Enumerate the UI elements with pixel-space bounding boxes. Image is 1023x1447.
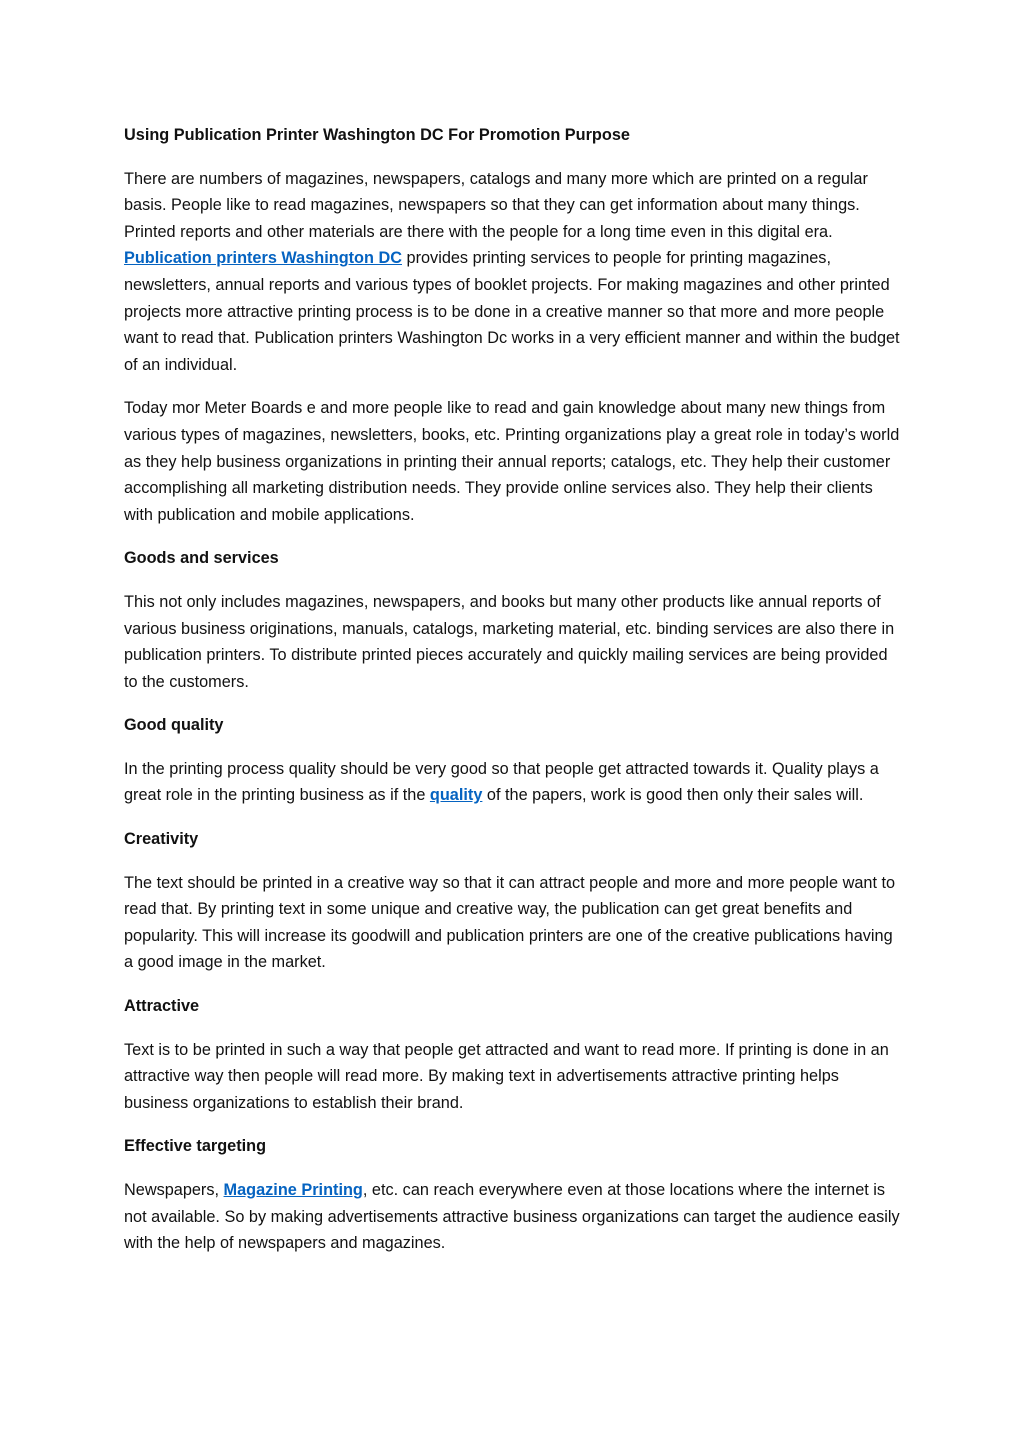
- intro-text-start: There are numbers of magazines, newspapers, catalogs and many more which are printed on a regular basis. People like to read magazines, newspapers so that they can get information about many things. Printed reports and other materials are there with the people for a long time even in this digital era.: [124, 169, 868, 241]
- document-title: Using Publication Printer Washington DC For Promotion Purpose: [124, 126, 630, 144]
- quality-text-start: In the printing process quality should be very good so that people get attracted towards it. Quality plays a great role in the printing business as if the: [124, 759, 879, 805]
- goods-paragraph: This not only includes magazines, newspapers, and books but many other products like annual reports of various business originations, manuals, catalogs, marketing material, etc. binding services are also there in publication printers. To distribute printed pieces accurately and quickly mailing services are being provided to the customers.: [124, 592, 895, 691]
- magazine-printing-link[interactable]: Magazine Printing: [223, 1181, 363, 1199]
- attractive-heading: Attractive: [124, 997, 200, 1016]
- publication-printers-link[interactable]: Publication printers Washington DC: [124, 249, 402, 268]
- intro-text-end: provides printing services to people for printing magazines, newsletters, annual reports and various types of booklet projects. For making magazines and other printed projects more attractive printing process is to be done in a creative manner so that more and more people want to read that. Publication printers Washington Dc works in a very efficient manner and within the budget of an individual.: [124, 249, 900, 374]
- targeting-text-end: , etc. can reach everywhere even at those locations where the internet is not available. So by making advertisements attractive business organizations can target the audience easily with the help of newspapers and magazines.: [124, 1181, 900, 1253]
- creativity-paragraph: The text should be printed in a creative way so that it can attract people and more and more people want to read that. By printing text in some unique and creative way, the publication can get great benefits and popularity. This will increase its goodwill and publication printers are one of the creative publications having a good image in the market.: [124, 873, 896, 972]
- document-page: [124, 122, 904, 1274]
- targeting-heading: Effective targeting: [124, 1137, 267, 1156]
- quality-link[interactable]: quality: [429, 786, 483, 805]
- targeting-paragraph: [124, 1177, 904, 1257]
- attractive-paragraph: Text is to be printed in such a way that people get attracted and want to read more. If printing is done in an attractive way then people will read more. By making text in advertisements attractive printing helps business organizations to establish their brand.: [124, 1040, 889, 1112]
- second-paragraph: Today mor Meter Boards e and more people like to read and gain knowledge about many new things from various types of magazines, newsletters, books, etc. Printing organizations play a great role in today’s world as they help business organizations in printing their annual reports; catalogs, etc. They help their customer accomplishing all marketing distribution needs. They provide online services also. They help their clients with publication and mobile applications.: [124, 399, 900, 524]
- creativity-heading: Creativity: [124, 830, 199, 849]
- intro-paragraph: [124, 166, 904, 379]
- goods-heading: Goods and services: [124, 549, 279, 568]
- quality-paragraph: [124, 756, 904, 809]
- quality-heading: Good quality: [124, 716, 224, 735]
- targeting-text-start: Newspapers,: [124, 1181, 224, 1199]
- quality-text-end: of the papers, work is good then only their sales will.: [482, 786, 864, 805]
